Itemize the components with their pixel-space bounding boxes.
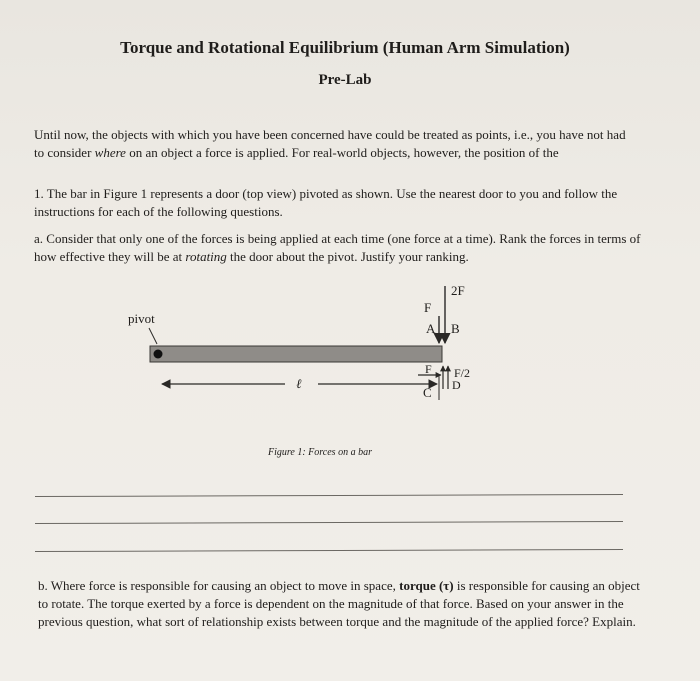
question-1: 1. The bar in Figure 1 represents a door (top view) pivoted as shown. Use the nearest door to you and follow the instructions for each of the following questions. — [34, 186, 618, 219]
force-c-magnitude: F — [425, 362, 432, 376]
force-b-magnitude: 2F — [451, 283, 465, 298]
force-d-magnitude: F/2 — [454, 366, 471, 380]
question-b-text-end: is responsible for causing an object to rotate. The torque exerted by a force is dependent on the magnitude of that force. Based on your answer in the previous question, what sort of relationship exists between torque and the magnitude of the applied force? Explain. — [38, 578, 640, 629]
force-b-point: B — [451, 321, 460, 336]
intro-emphasis: where — [94, 145, 126, 160]
force-c-point: C — [423, 385, 432, 400]
question-b — [38, 577, 648, 631]
page-title: Torque and Rotational Equilibrium (Human Arm Simulation) — [120, 38, 570, 57]
pivot-leader — [149, 328, 157, 344]
question-b-text: b. Where force is responsible for causing an object to move in space, — [38, 578, 400, 593]
page-subtitle: Pre-Lab — [318, 72, 372, 88]
force-a-magnitude: F — [424, 300, 432, 315]
pivot-point — [154, 350, 163, 359]
question-a-text-end: the door about the pivot. Justify your ranking. — [226, 249, 469, 264]
question-a-text: a. Consider that only one of the forces is being applied at each time (one force at a time). Rank the forces in terms of how effective they will be at — [34, 231, 641, 264]
length-label: ℓ — [296, 376, 302, 391]
pivot-label: pivot — [128, 311, 155, 326]
force-a-point: A — [426, 321, 436, 336]
question-b-strong: torque (τ) — [399, 578, 454, 593]
figure-caption: Figure 1: Forces on a bar — [268, 447, 372, 458]
intro-text: Until now, the objects with which you have been concerned have could be treated as points, i.e., you have not had to consider — [34, 127, 626, 160]
question-a-emphasis: rotating — [185, 249, 227, 264]
door-bar — [150, 346, 442, 362]
force-d-point: D — [452, 378, 461, 392]
intro-text-end: on an object a force is applied. For real-world objects, however, the position of the — [125, 145, 559, 160]
